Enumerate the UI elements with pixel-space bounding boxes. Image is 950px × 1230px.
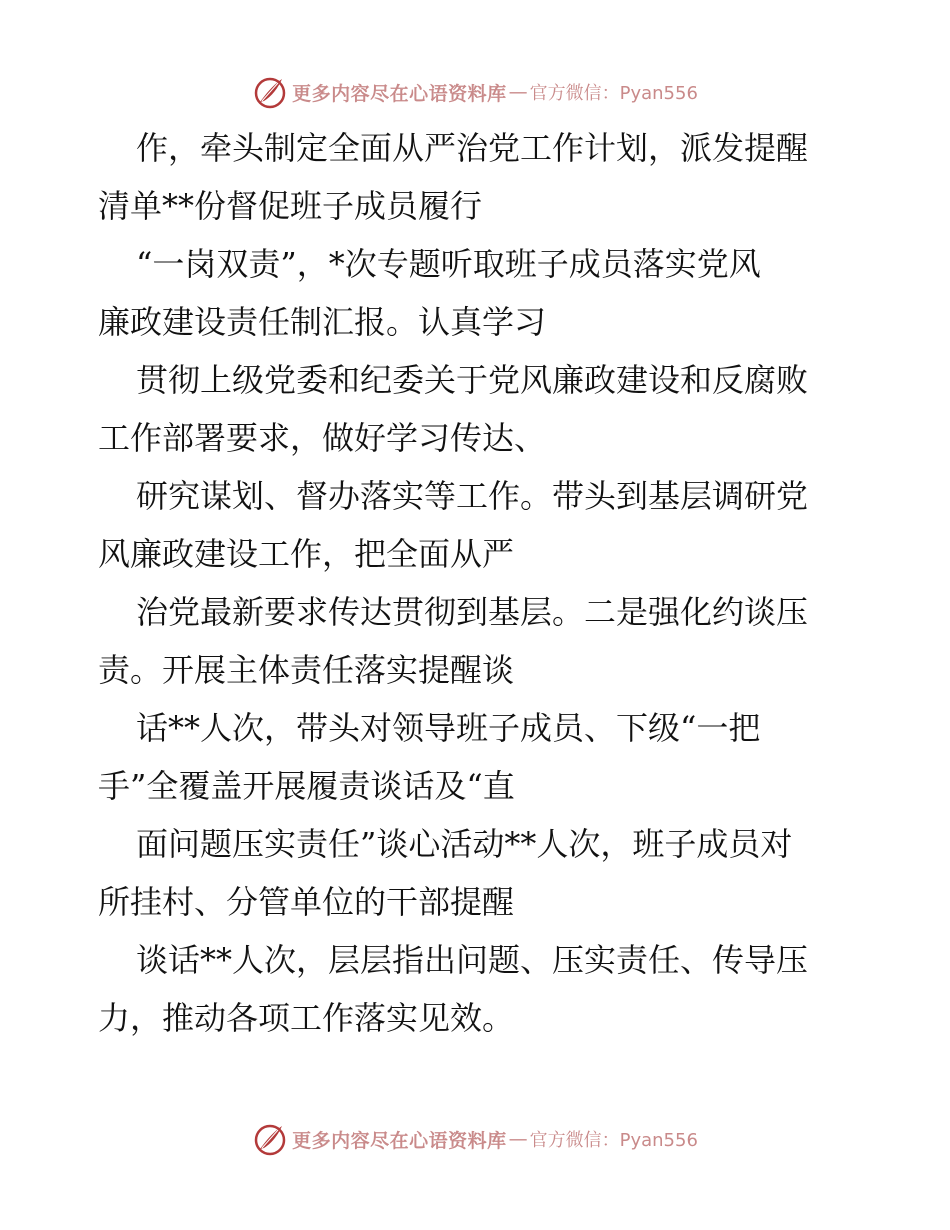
text-line: 话**人次，带头对领导班子成员、下级“一把: [136, 709, 761, 747]
text-line: 所挂村、分管单位的干部提醒: [98, 883, 515, 921]
banner-wechat-text: 官方微信：Pyan556: [529, 1130, 698, 1151]
text-line: 谈话**人次，层层指出问题、压实责任、传导压: [136, 941, 809, 979]
feather-logo-icon: [252, 1121, 288, 1157]
text-line: 面问题压实责任”谈心活动**人次，班子成员对: [136, 825, 793, 863]
text-line: 责。开展主体责任落实提醒谈: [98, 651, 515, 689]
text-line: 风廉政建设工作，把全面从严: [98, 535, 515, 573]
header-watermark: [0, 72, 950, 112]
text-line: 治党最新要求传达贯彻到基层。二是强化约谈压: [136, 593, 809, 631]
banner-main-text: 更多内容尽在心语资料库: [292, 82, 507, 105]
text-line: 力，推动各项工作落实见效。: [98, 999, 515, 1037]
banner-wechat-text: 官方微信：Pyan556: [529, 83, 698, 104]
feather-logo-icon: [252, 74, 288, 110]
banner-separator: —: [508, 1128, 528, 1150]
text-line: 贯彻上级党委和纪委关于党风廉政建设和反腐败: [136, 361, 809, 399]
banner-separator: —: [508, 81, 528, 103]
footer-watermark: [0, 1119, 950, 1159]
text-line: 手”全覆盖开展履责谈话及“直: [98, 767, 515, 805]
text-line: 作，牵头制定全面从严治党工作计划，派发提醒: [136, 129, 809, 167]
text-line: 研究谋划、督办落实等工作。带头到基层调研党: [136, 477, 809, 515]
text-line: 廉政建设责任制汇报。认真学习: [98, 303, 547, 341]
banner-main-text: 更多内容尽在心语资料库: [292, 1129, 507, 1152]
text-line: 工作部署要求，做好学习传达、: [98, 419, 547, 457]
text-line: 清单**份督促班子成员履行: [98, 187, 483, 225]
text-line: “一岗双责”，*次专题听取班子成员落实党风: [136, 245, 761, 283]
